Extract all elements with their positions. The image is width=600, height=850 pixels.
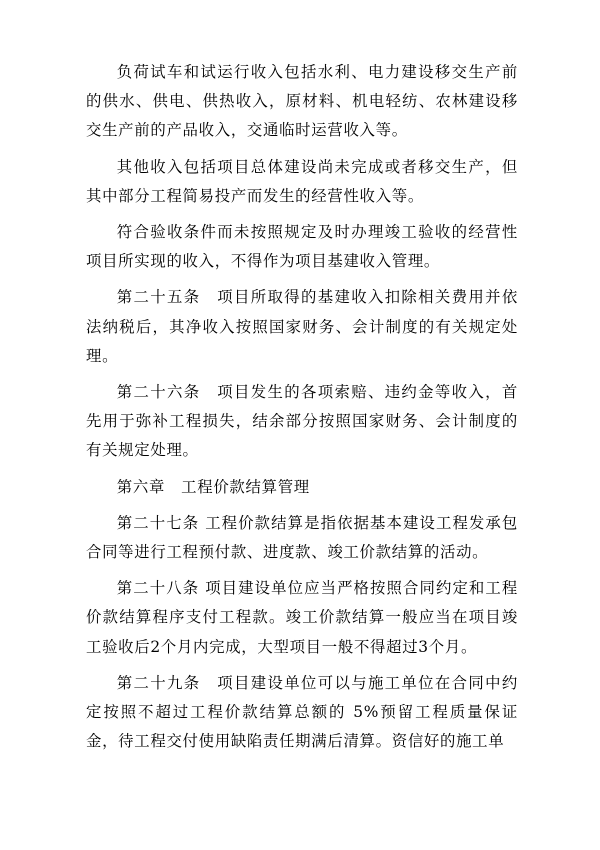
paragraph-unaccepted-projects-income: 符合验收条件而未按照规定及时办理竣工验收的经营性项目所实现的收入，不得作为项目基建收入管理。	[86, 223, 518, 271]
paragraph-other-income: 其他收入包括项目总体建设尚未完成或者移交生产，但其中部分工程简易投产而发生的经营性收入等。	[86, 157, 518, 205]
article-29: 第二十九条 项目建设单位可以与施工单位在合同中约定按照不超过工程价款结算总额的 5%预留工程质量保证金，待工程交付使用缺陷责任期满后清算。资信好的施工单	[86, 673, 518, 751]
article-28: 第二十八条 项目建设单位应当严格按照合同约定和工程价款结算程序支付工程款。竣工价款结算一般应当在项目竣工验收后2个月内完成，大型项目一般不得超过3个月。	[86, 579, 518, 656]
document-body	[86, 58, 518, 763]
paragraph-trial-run-income: 负荷试车和试运行收入包括水利、电力建设移交生产前的供水、供电、供热收入，原材料、机电轻纺、农林建设移交生产前的产品收入，交通临时运营收入等。	[86, 63, 518, 140]
article-27: 第二十七条 工程价款结算是指依据基本建设工程发承包合同等进行工程预付款、进度款、竣工价款结算的活动。	[86, 513, 518, 562]
article-26: 第二十六条 项目发生的各项索赔、违约金等收入，首先用于弥补工程损失，结余部分按照国家财务、会计制度的有关规定处理。	[86, 383, 518, 460]
chapter-6-heading: 第六章 工程价款结算管理	[116, 477, 310, 496]
article-25: 第二十五条 项目所取得的基建收入扣除相关费用并依法纳税后，其净收入按照国家财务、会计制度的有关规定处理。	[86, 288, 518, 365]
